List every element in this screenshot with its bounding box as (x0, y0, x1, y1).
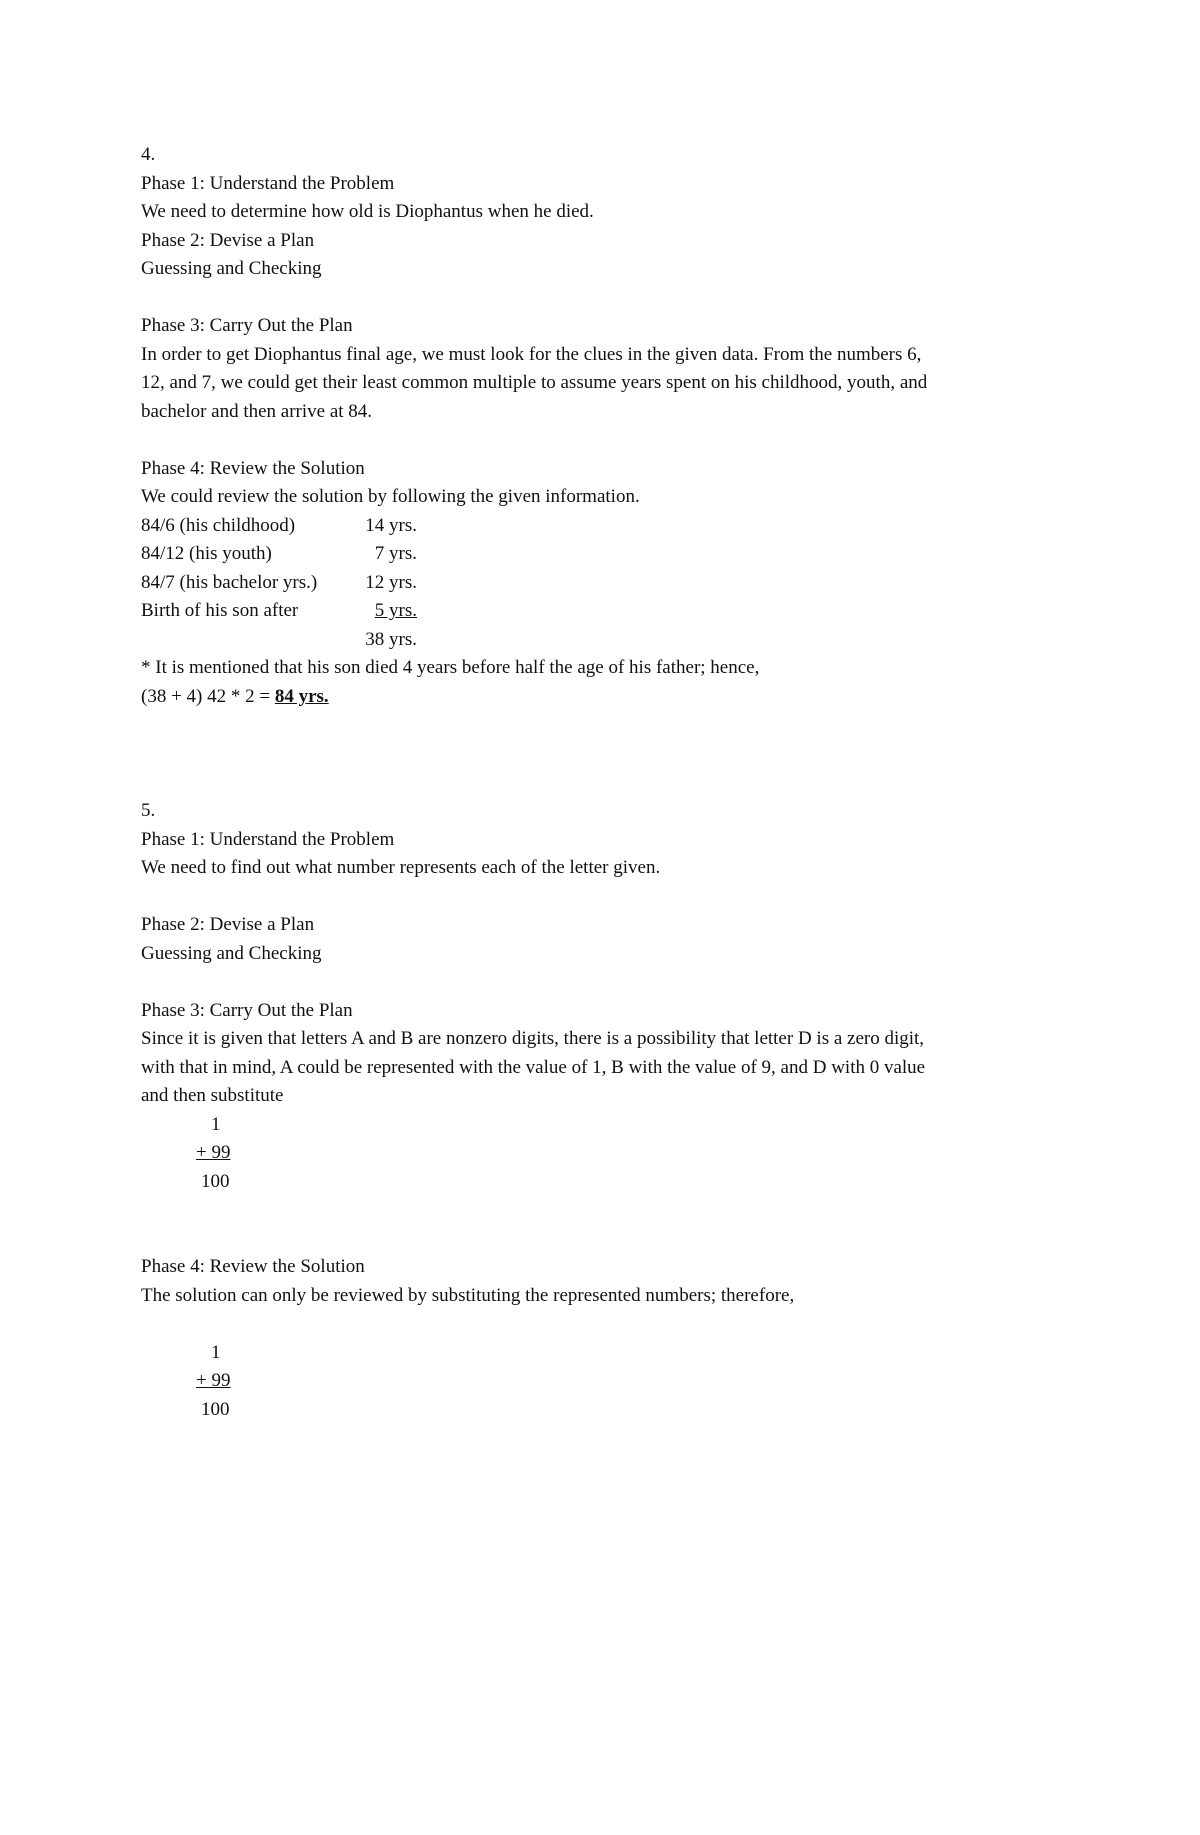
row-label: 84/7 (his bachelor yrs.) (141, 571, 318, 593)
problem-4-note: * It is mentioned that his son died 4 years before half the age of his father; hence, (141, 657, 760, 678)
problem-4-phase-3-title: Phase 3: Carry Out the Plan (141, 315, 353, 336)
problem-4-phase-3-line-1: In order to get Diophantus final age, we must look for the clues in the given data. From the numbers 6, (141, 343, 922, 365)
problem-5-phase-3-line-2: with that in mind, A could be represented with the value of 1, B with the value of 9, and D with 0 value (141, 1056, 926, 1078)
addition-top-number: 1 (211, 1341, 221, 1363)
addition-top-number: 1 (211, 1113, 221, 1135)
table-row (141, 512, 1041, 541)
equation-result: 84 yrs. (274, 685, 329, 707)
addition-2 (141, 1339, 441, 1425)
problem-5-number: 5. (141, 800, 156, 821)
addition-result: 100 (201, 1170, 230, 1192)
problem-4-phase-2-title: Phase 2: Devise a Plan (141, 229, 315, 251)
problem-4-phase-4-text: We could review the solution by following the given information. (141, 486, 640, 507)
problem-4-number: 4. (141, 144, 156, 165)
spacer (141, 1225, 1041, 1254)
addition-result: 100 (201, 1398, 230, 1420)
problem-5 (141, 797, 1041, 1424)
table-row (141, 597, 1041, 626)
problem-4-phase-1-title: Phase 1: Understand the Problem (141, 172, 395, 194)
problem-5-phase-4-text: The solution can only be reviewed by substituting the represented numbers; therefore, (141, 1284, 795, 1306)
problem-5-phase-2-title: Phase 2: Devise a Plan (141, 914, 315, 935)
row-label: Birth of his son after (141, 600, 299, 621)
row-label: 84/12 (his youth) (141, 543, 272, 564)
problem-5-phase-3-line-1: Since it is given that letters A and B are nonzero digits, there is a possibility that letter D is a zero digit, (141, 1028, 925, 1049)
addition-addend: + 99 (196, 1370, 231, 1391)
table-row (141, 569, 1041, 598)
equation-prefix: (38 + 4) 42 * 2 = (141, 685, 275, 707)
row-label: 84/6 (his childhood) (141, 514, 296, 536)
problem-4-phase-3-line-3: bachelor and then arrive at 84. (141, 400, 373, 422)
problem-5-phase-3-line-3: and then substitute (141, 1085, 284, 1106)
problem-4-phase-2-text: Guessing and Checking (141, 258, 322, 279)
row-total-value: 38 yrs. (365, 628, 417, 650)
problem-5-phase-3-title: Phase 3: Carry Out the Plan (141, 999, 353, 1021)
problem-4-equation (141, 683, 1041, 712)
addition-1 (141, 1111, 441, 1197)
problem-4-phase-1-text: We need to determine how old is Diophantus when he died. (141, 201, 594, 222)
spacer (141, 1310, 1041, 1339)
spacer (141, 968, 1041, 997)
spacer (141, 284, 1041, 313)
row-value: 7 yrs. (374, 543, 417, 564)
table-row (141, 540, 1041, 569)
problem-5-phase-1-text: We need to find out what number represents each of the letter given. (141, 857, 661, 878)
row-value: 14 yrs. (365, 514, 417, 536)
addition-addend: + 99 (196, 1142, 231, 1163)
problem-4-phase-4-title: Phase 4: Review the Solution (141, 457, 365, 479)
row-value: 5 yrs. (374, 600, 417, 621)
table-row-total (141, 626, 1041, 655)
problem-5-phase-1-title: Phase 1: Understand the Problem (141, 828, 395, 850)
spacer (141, 426, 1041, 455)
spacer (141, 883, 1041, 912)
problem-4-phase-3-line-2: 12, and 7, we could get their least common multiple to assume years spent on his childhood, youth, and (141, 372, 928, 393)
problem-5-phase-4-title: Phase 4: Review the Solution (141, 1256, 365, 1277)
problem-5-phase-2-text: Guessing and Checking (141, 942, 322, 964)
spacer (141, 1196, 1041, 1225)
problem-4 (141, 141, 1041, 711)
row-value: 12 yrs. (365, 571, 417, 593)
